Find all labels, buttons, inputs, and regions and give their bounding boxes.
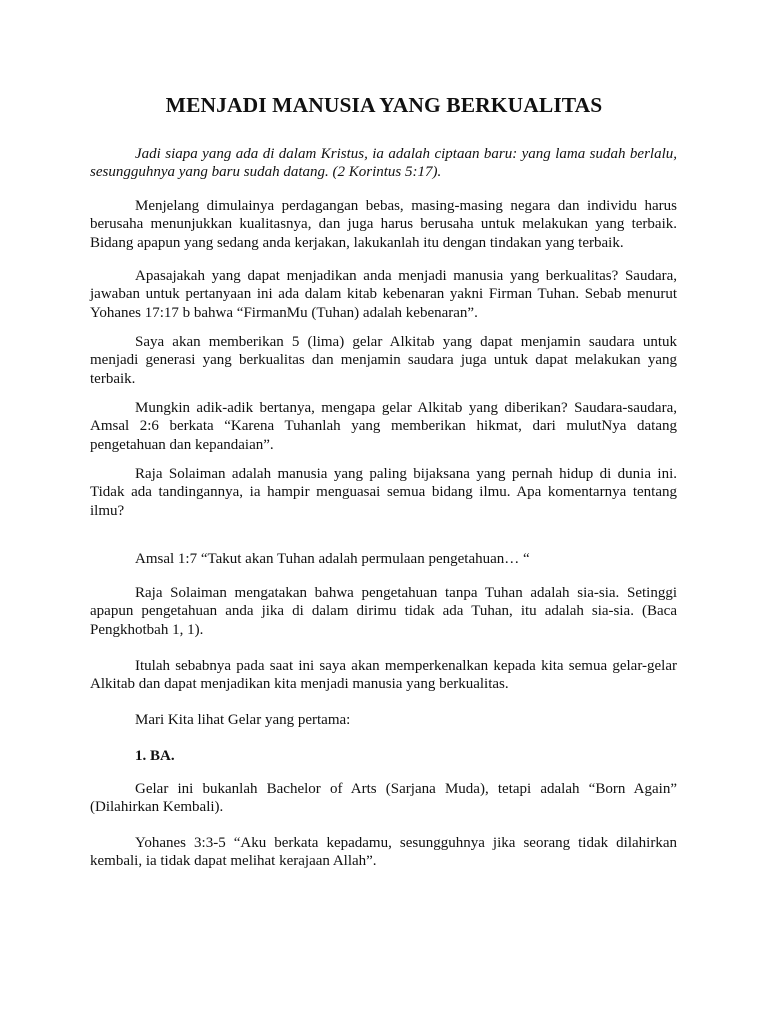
paragraph-born-again: Gelar ini bukanlah Bachelor of Arts (Sarjana Muda), tetapi adalah “Born Again” (Dilahirkan Kembali). bbox=[90, 781, 677, 816]
paragraph-proverbs-quote: Amsal 1:7 “Takut akan Tuhan adalah permulaan pengetahuan… “ bbox=[135, 551, 530, 567]
section-heading-ba: 1. BA. bbox=[135, 748, 175, 764]
paragraph-question: Apasajakah yang dapat menjadikan anda menjadi manusia yang berkualitas? Saudara, jawaban untuk pertanyaan ini ada dalam kitab kebenaran yakni Firman Tuhan. Sebab menurut Yohanes 17:17 b bahwa “FirmanMu (Tuhan) adalah kebenaran”. bbox=[90, 268, 677, 321]
paragraph-solomon: Raja Solaiman adalah manusia yang paling bijaksana yang pernah hidup di dunia ini. Tidak ada tandingannya, ia hampir menguasai semua bidang ilmu. Apa komentarnya tentang ilmu? bbox=[90, 466, 677, 519]
paragraph-first-title: Mari Kita lihat Gelar yang pertama: bbox=[135, 712, 351, 728]
paragraph-john-verse: Yohanes 3:3-5 “Aku berkata kepadamu, sesungguhnya jika seorang tidak dilahirkan kembali, ia tidak dapat melihat kerajaan Allah”. bbox=[90, 835, 677, 870]
document-title: MENJADI MANUSIA YANG BERKUALITAS bbox=[165, 93, 603, 117]
paragraph-five-titles: Saya akan memberikan 5 (lima) gelar Alkitab yang dapat menjamin saudara untuk menjadi generasi yang berkualitas dan menjamin saudara juga untuk dapat melakukan yang terbaik. bbox=[90, 334, 677, 387]
paragraph-why-bible: Mungkin adik-adik bertanya, mengapa gelar Alkitab yang diberikan? Saudara-saudara, Amsal 2:6 berkata “Karena Tuhanlah yang memberikan hikmat, dari mulutNya datang pengetahuan dan kepandaian”. bbox=[90, 400, 677, 453]
paragraph-introduction: Itulah sebabnya pada saat ini saya akan memperkenalkan kepada kita semua gelar-gelar Alkitab dan dapat menjadikan kita menjadi manusia yang berkualitas. bbox=[90, 658, 677, 693]
paragraph-free-trade: Menjelang dimulainya perdagangan bebas, masing-masing negara dan individu harus berusaha menunjukkan kualitasnya, dan juga harus berusaha untuk melakukan yang terbaik. Bidang apapun yang sedang anda kerjakan, lakukanlah itu dengan tindakan yang terbaik. bbox=[90, 198, 677, 251]
paragraph-solomon-says: Raja Solaiman mengatakan bahwa pengetahuan tanpa Tuhan adalah sia-sia. Setinggi apapun pengetahuan anda jika di dalam dirimu tidak ada Tuhan, itu adalah sia-sia. (Baca Pengkhotbah 1, 1). bbox=[90, 585, 677, 638]
epigraph-verse: Jadi siapa yang ada di dalam Kristus, ia adalah ciptaan baru: yang lama sudah berlalu, sesungguhnya yang baru sudah datang. (2 Korintus 5:17). bbox=[90, 146, 677, 181]
